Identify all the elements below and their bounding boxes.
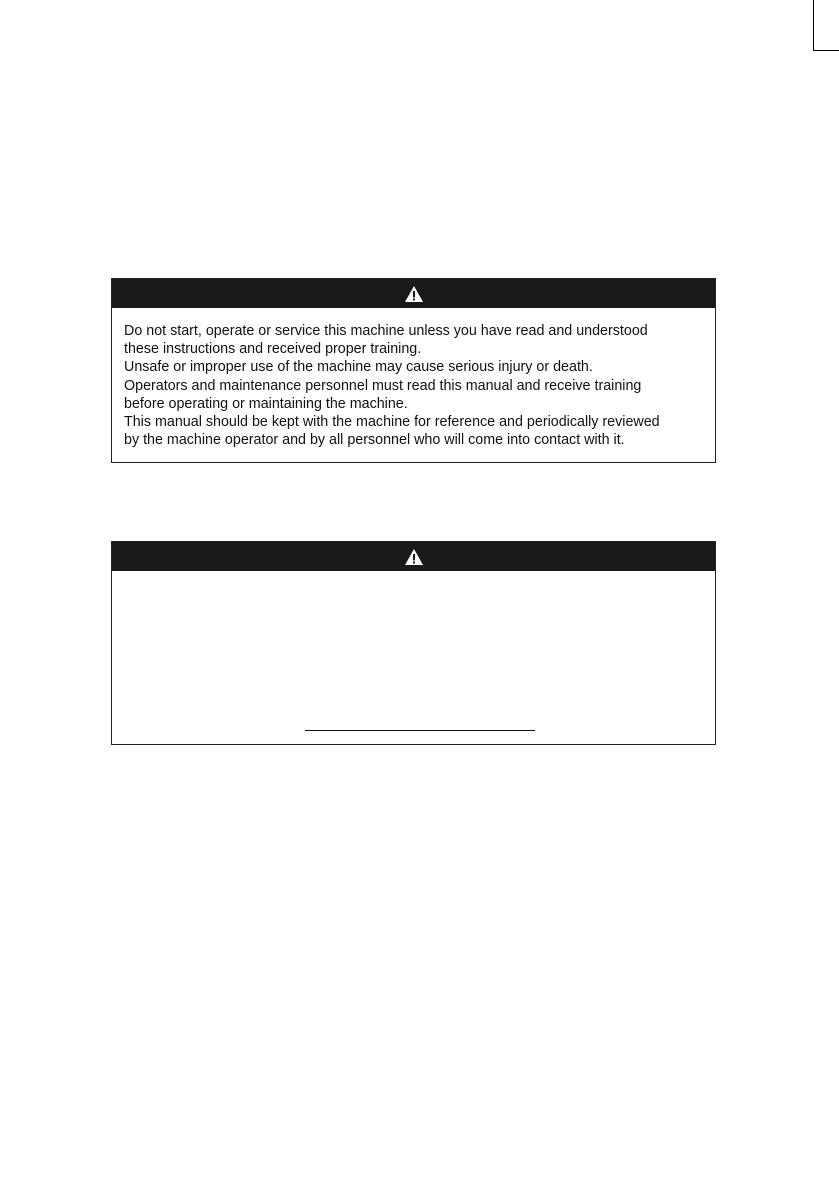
warning-triangle-icon [404,285,424,303]
warning-panel-safety [111,278,716,463]
warning-triangle-icon [404,548,424,566]
warning-header [112,542,715,571]
crop-mark-vertical [813,0,814,50]
warning-line: Do not start, operate or service this machine unless you have read and understood [124,323,648,339]
warning-blank-body [112,571,715,744]
warning-line: Unsafe or improper use of the machine may cause serious injury or death. [124,359,593,376]
crop-mark-horizontal [813,50,839,51]
signature-line [305,730,535,731]
warning-line: before operating or maintaining the machine. [124,395,408,412]
warning-header [112,279,715,308]
warning-line: This manual should be kept with the machine for reference and periodically reviewed [124,414,660,431]
warning-text [112,308,715,459]
warning-line: these instructions and received proper training. [124,341,422,358]
warning-line: Operators and maintenance personnel must read this manual and receive training [124,377,642,394]
warning-panel-blank [111,541,716,745]
warning-line: by the machine operator and by all personnel who will come into contact with it. [124,432,625,449]
